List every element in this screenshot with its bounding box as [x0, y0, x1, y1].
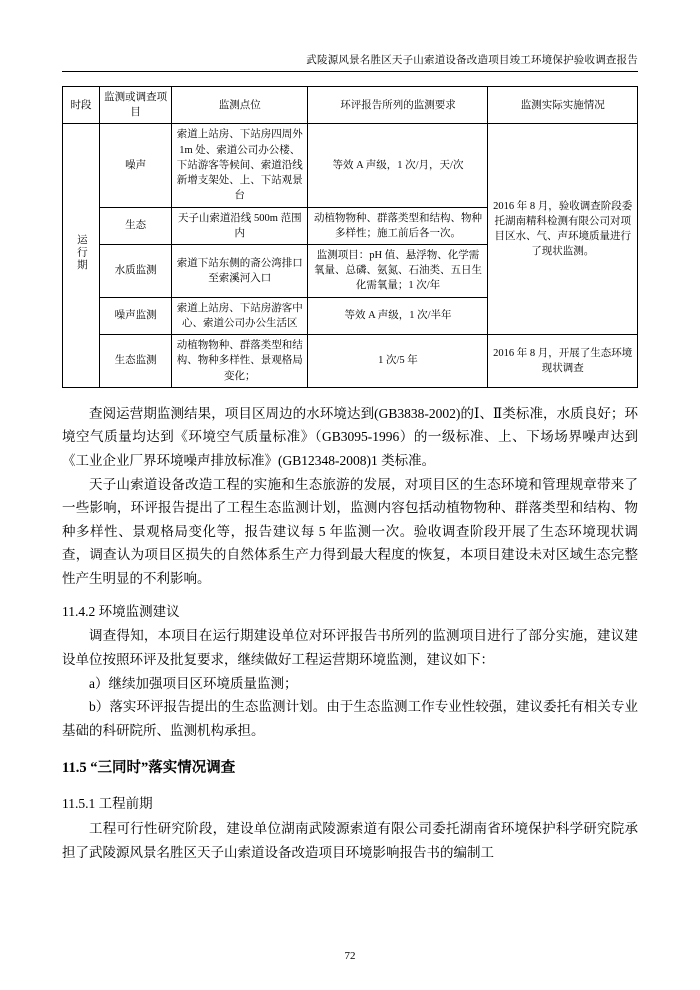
paragraph-3: 调查得知，本项目在运行期建设单位对环评报告书所列的监测项目进行了部分实施，建议建设单位按照环评及批复要求，继续做好工程运营期环境监测，建议如下：: [62, 628, 638, 667]
paragraph-4: a）继续加强项目区环境质量监测；: [89, 675, 298, 691]
row-point: 天子山索道沿线 500m 范围内: [172, 207, 308, 244]
header-title: 武陵源风景名胜区天子山索道设备改造项目竣工环境保护验收调查报告: [306, 55, 638, 66]
row-point: 动植物物种、群落类型和结构、物种多样性、景观格局变化；: [172, 335, 308, 388]
heading-11-5: 11.5 “三同时”落实情况调查: [62, 760, 236, 777]
row-requirement: 监测项目：pH 值、悬浮物、化学需氧量、总磷、氨氮、石油类、五日生化需氧量；1 次/年: [308, 244, 488, 297]
heading-11-5-1: 11.5.1 工程前期: [62, 796, 153, 812]
row-item: 噪声: [100, 124, 172, 207]
row-requirement: 1 次/5 年: [308, 335, 488, 388]
header-divider: [62, 71, 638, 72]
row-requirement: 动植物物种、群落类型和结构、物种多样性；施工前后各一次。: [308, 207, 488, 244]
body-text: [62, 402, 638, 865]
table-header-time: 时段: [63, 87, 100, 124]
row-actual: 2016 年 8 月，验收调查阶段委托湖南精科检测有限公司对项目区水、气、声环境质量进行了现状监测。: [488, 124, 638, 335]
table-header-actual: 监测实际实施情况: [488, 87, 638, 124]
table-header-row: [63, 87, 638, 124]
row-item: 噪声监测: [100, 297, 172, 334]
heading-11-4-2: 11.4.2 环境监测建议: [62, 603, 180, 619]
page-number: 72: [344, 950, 356, 962]
row-requirement: 等效 A 声级，1 次/半年: [308, 297, 488, 334]
table-row: [63, 335, 638, 388]
row-item: 水质监测: [100, 244, 172, 297]
row-requirement: 等效 A 声级，1 次/月，天/次: [308, 124, 488, 207]
page-footer: [0, 950, 700, 962]
paragraph-2: 天子山索道设备改造工程的实施和生态旅游的发展，对项目区的生态环境和管理规章带来了一些影响，环评报告提出了工程生态监测计划，监测内容包括动植物物种、群落类型和结构、物种多样性、景观格局变化等，报告建议每 5 年监测一次。验收调查阶段开展了生态环境现状调查，调查认为项目区损失的自然体系生产力得到最大程度的恢复，本项目建设未对区域生态完整性产生明显的不利影响。: [62, 476, 638, 587]
running-header: [62, 52, 638, 71]
row-item: 生态: [100, 207, 172, 244]
table-header-item: 监测或调查项目: [100, 87, 172, 124]
row-point: 索道下站东侧的斋公湾排口至索溪河入口: [172, 244, 308, 297]
monitoring-table: [62, 86, 638, 388]
row-actual: 2016 年 8 月，开展了生态环境现状调查: [488, 335, 638, 388]
stage-cell: [63, 124, 100, 387]
paragraph-1: 查阅运营期监测结果，项目区周边的水环境达到(GB3838-2002)的Ⅰ、Ⅱ类标准，水质良好；环境空气质量均达到《环境空气质量标准》（GB3095-1996）的一级标准、上、下场场界噪声达到《工业企业厂界环境噪声排放标准》(GB12348-2008)1 类标准。: [62, 405, 638, 468]
paragraph-6: 工程可行性研究阶段，建设单位湖南武陵源索道有限公司委托湖南省环境保护科学研究院承担了武陵源风景名胜区天子山索道设备改造项目环境影响报告书的编制工: [62, 821, 638, 860]
row-point: 索道上站房、下站房游客中心、索道公司办公生活区: [172, 297, 308, 334]
paragraph-5: b）落实环评报告提出的生态监测计划。由于生态监测工作专业性较强，建议委托有相关专业基础的科研院所、监测机构承担。: [62, 699, 638, 738]
stage-label: 运行期: [75, 234, 87, 272]
table-header-requirement: 环评报告所列的监测要求: [308, 87, 488, 124]
table-row: [63, 124, 638, 207]
row-point: 索道上站房、下站房四周外 1m 处、索道公司办公楼、下站游客等候间、索道沿线新增支架处、上、下站观景台: [172, 124, 308, 207]
row-item: 生态监测: [100, 335, 172, 388]
table-header-point: 监测点位: [172, 87, 308, 124]
